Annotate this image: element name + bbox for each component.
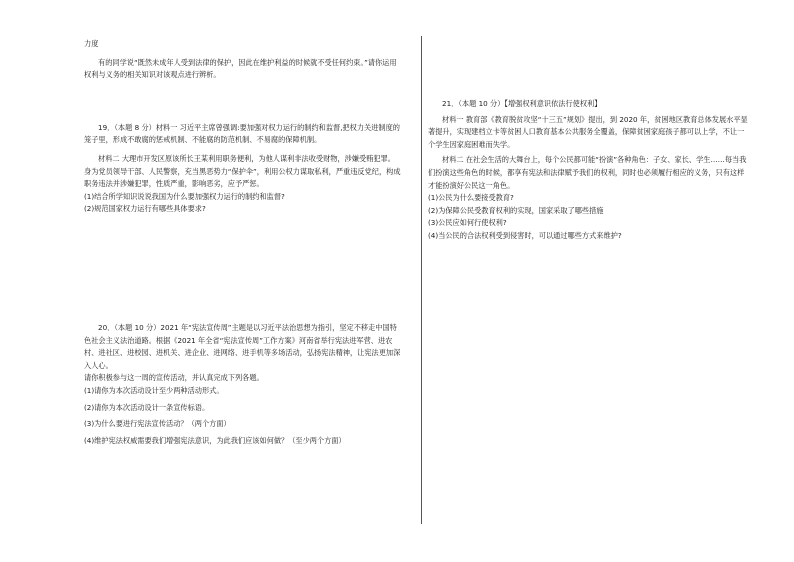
- q21-sub4: (4)当公民的合法权利受到侵害时，可以通过哪些方式来维护?: [428, 230, 622, 240]
- q19-sub1: (1)结合所学知识说说我国为什么要加强权力运行的制约和监督?: [84, 191, 285, 201]
- intro-paragraph: 有的同学说“既然未成年人受到法律的保护，因此在维护利益的时候就不受任何约束。”请你运用权利与义务的相关知识对该观点进行辨析。: [84, 57, 397, 80]
- q19-material2: 材料二 大理市开发区原该所长王某利用职务便利，为他人谋利非法收受财物，涉嫌受贿犯罪。身为党员领导干部、人民警察，充当黑恶势力“保护伞”，利用公权力谋取私利，严重违反党纪，构成职务违法并涉嫌犯罪，性质严重，影响恶劣，应予严惩。: [84, 153, 401, 189]
- right-column: [428, 98, 748, 243]
- q21-material1: 材料一 教育部《教育脱贫攻坚“十三五”规划》提出，到 2020 年，贫困地区教育总体发展水平显著提升，实现建档立卡等贫困人口教育基本公共服务全覆盖，保障贫困家庭孩子都可以上学，不让一个学生因家庭困难而失学。: [428, 114, 748, 149]
- q20-sub3: (3)为什么要进行宪法宣传活动？（两个方面）: [84, 419, 231, 429]
- q20-sub1: (1)请你为本次活动设计至少两种活动形式。: [84, 385, 224, 395]
- column-divider: [421, 36, 422, 524]
- q21-sub1: (1)公民为什么要接受教育?: [428, 193, 514, 203]
- q20-instruction: 请你积极参与这一周的宣传活动，并认真完成下列各题。: [84, 373, 264, 383]
- q20-intro: 20．（本题 10 分）2021 年“宪法宣传周”主题是以习近平法治思想为指引，坚定不移走中国特色社会主义法治道路。根据《2021 年全省“宪法宣传周”工作方案》河南省举行宪法进军营、进农村、进社区、进校园、进机关、进企业、进网络、进手机等多场活动，弘扬宪法精神，让宪法更加深入人心。: [84, 322, 401, 370]
- q20-sub2: (2)请你为本次活动设计一条宣传标语。: [84, 402, 210, 412]
- q20-sub4: (4)维护宪法权威需要我们增强宪法意识，为此我们应该如何做？（至少两个方面）: [84, 435, 346, 445]
- q21-sub3: (3)公民应如何行使权利?: [428, 218, 507, 228]
- intro-fragment: 力度: [84, 39, 99, 48]
- q21-material2: 材料二 在社会生活的大舞台上，每个公民都可能“扮演”各种角色：子女、家长、学生……每当我们扮演这些角色的时候，都享有宪法和法律赋予我们的权利，同时也必须履行相应的义务，只有这样才能扮演好公民这一角色。: [428, 155, 747, 190]
- q21-title: 21．（本题 10 分）【增强权利意识依法行使权利】: [442, 99, 602, 108]
- q21-sub2: (2)为保障公民受教育权利的实现，国家采取了哪些措施: [428, 205, 604, 215]
- q19-sub2: (2)规范国家权力运行有哪些具体要求?: [84, 204, 206, 214]
- left-column: [84, 38, 402, 447]
- q19-material1: 19．（本题 8 分）材料一 习近平主席曾强调:要加强对权力运行的制约和监督,把权力关进制度的笼子里，形成不敢腐的惩戒机制、不能腐的防范机制、不易腐的保障机制。: [84, 122, 400, 145]
